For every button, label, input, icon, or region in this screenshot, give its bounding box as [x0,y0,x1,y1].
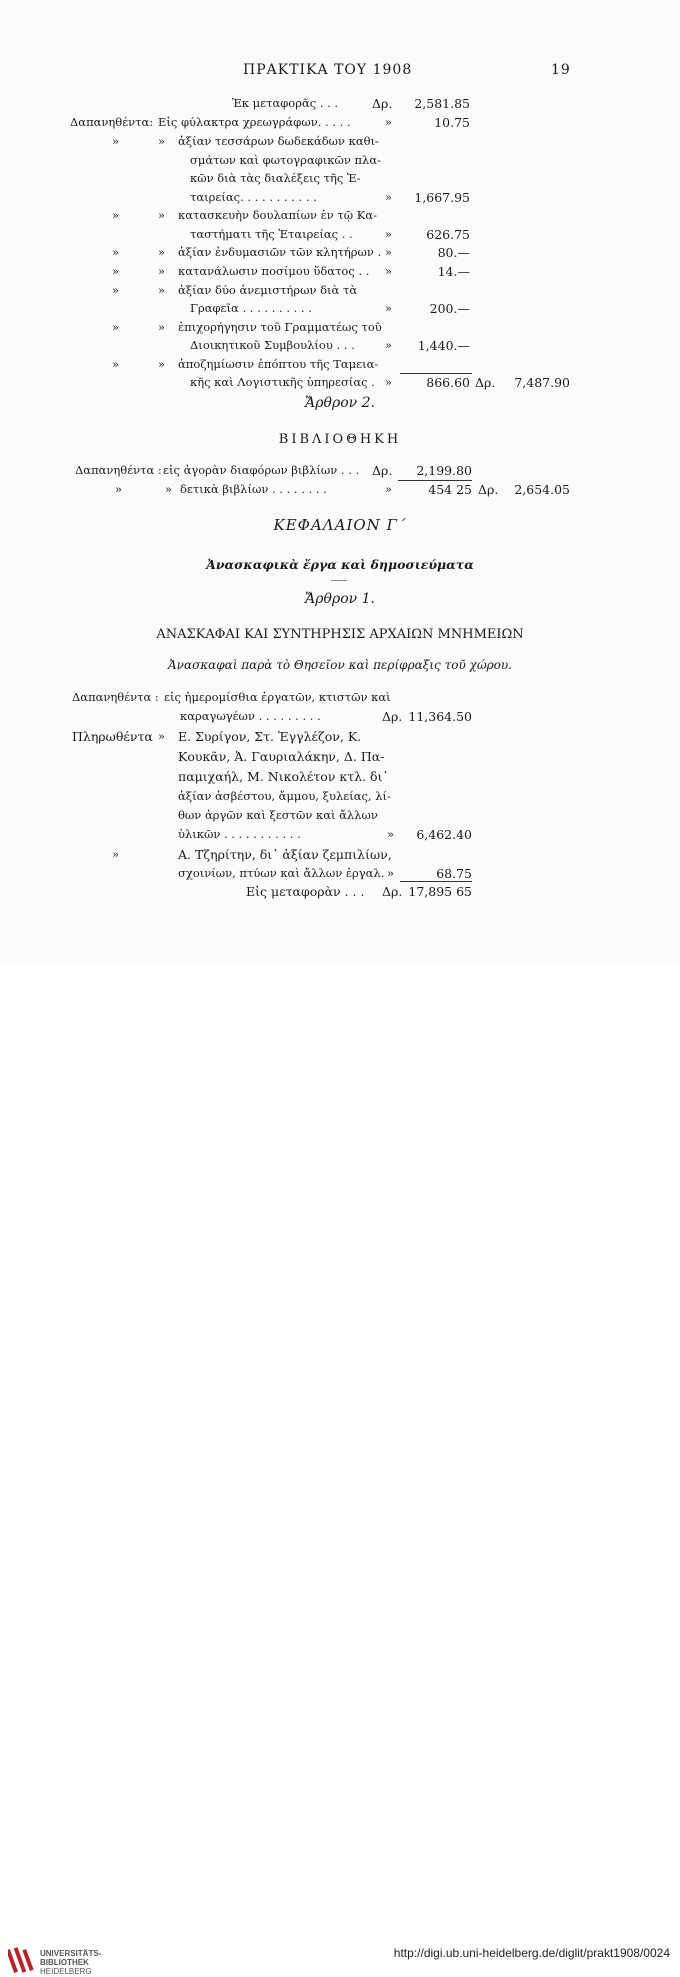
ledger-label: Πληρωθέντα [72,729,153,744]
article-heading: Ἄρθρον 2. [305,395,375,411]
ledger-text: κῆς καὶ Λογιστικῆς ὑπηρεσίας . [190,375,375,389]
carry-in-currency: Δρ. [372,96,393,111]
carry-out-amount: 17,895 65 [408,884,472,899]
ditto-mark: » [385,227,393,241]
section-total: 7,487.90 [514,375,570,390]
ledger-text: σμάτων καὶ φωτογραφικῶν πλα- [190,153,381,167]
ditto-mark: » [158,320,166,334]
library-logo-text [40,1949,101,1976]
ledger-amount: 1,667.95 [414,190,470,205]
ledger-text: κατασκευὴν δουλαπίων ἐν τῷ Κα- [178,208,378,222]
ledger-text: Διοικητικοῦ Συμβουλίου . . . [190,338,355,352]
ditto-mark: » [387,866,395,880]
carry-in-amount: 2,581.85 [414,96,470,111]
ledger-label: Δαπανηθέντα : [75,463,162,477]
ditto-mark: » [112,134,120,148]
ledger-label: Δαπανηθέντα : [72,690,159,704]
ledger-text: Γραφεῖα . . . . . . . . . . [190,301,312,315]
ledger-text: εἰς ἡμερομίσθια ἐργατῶν, κτιστῶν καὶ [164,690,391,704]
section-title: ΑΝΑΣΚΑΦΑΙ ΚΑΙ ΣΥΝΤΗΡΗΣΙΣ ΑΡΧΑΙΩΝ ΜΝΗΜΕΙΩΝ [156,627,524,642]
ledger-text: ὑλικῶν . . . . . . . . . . . [178,827,301,841]
ledger-text: κατανάλωσιν ποσίμου ὕδατος . . [178,264,370,278]
ledger-amount: 80.— [437,245,470,260]
ledger-text: Α. Τζηρίτην, δι᾽ ἀξίαν ζεμπιλίων, [178,847,392,862]
ledger-currency: Δρ. [372,463,393,478]
ledger-amount: 14.— [437,264,470,279]
ledger-text: σχοινίων, πτύων καὶ ἄλλων ἐργαλ. [178,866,385,880]
ledger-text: παμιχαήλ, Μ. Νικολέτον κτλ. δι᾽ [178,769,389,784]
ditto-mark: » [385,375,393,389]
sum-rule [400,881,472,882]
ledger-amount: 1,440.— [417,338,470,353]
ditto-mark: » [115,482,123,496]
ditto-mark: » [387,827,395,841]
ledger-text: κῶν διὰ τὰς διαλέξεις τῆς Ἑ- [190,171,361,185]
ditto-mark: » [385,245,393,259]
ditto-mark: » [158,264,166,278]
ledger-amount: 454 25 [428,482,472,497]
chapter-title: ΚΕΦΑΛΑΙΟΝ Γ΄ [273,516,407,534]
ledger-text: Εἰς φύλακτρα χρεωγράφων. . . . . [158,115,351,129]
ledger-text: ἀξίαν ἐνδυμασιῶν τῶν κλητήρων . [178,245,382,259]
ledger-text: ταιρείας. . . . . . . . . . . [190,190,317,204]
ditto-mark: » [112,208,120,222]
logo-line: HEIDELBERG [40,1967,92,1976]
total-currency: Δρ. [475,375,496,390]
article-heading: Ἄρθρον 1. [305,591,375,607]
ditto-mark: » [158,134,166,148]
section-subtitle: Ἀνασκαφαὶ παρὰ τὸ Θησεῖον καὶ περίφραξις τοῦ χώρου. [168,658,512,672]
ditto-mark: » [385,264,393,278]
ledger-amount: 2,199.80 [416,463,472,478]
logo-line: UNIVERSITÄTS- [40,1949,102,1958]
ditto-mark: » [158,357,166,371]
ledger-amount: 626.75 [426,227,470,242]
ledger-text: θων ἀργῶν καὶ ξεστῶν καὶ ἄλλων [178,808,378,822]
ledger-text: ἀποζημίωσιν ἐπόπτου τῆς Ταμεια- [178,357,379,371]
ditto-mark: » [112,357,120,371]
ditto-mark: » [385,338,393,352]
logo-line: BIBLIOTHEK [40,1958,89,1967]
ditto-mark: » [158,208,166,222]
ledger-amount: 10.75 [434,115,470,130]
ledger-text: ταστήματι τῆς Ἑταιρείας . . [190,227,353,241]
carry-out-label: Εἰς μεταφορὰν . . . [246,884,365,899]
running-head: ΠΡΑΚΤΙΚΑ ΤΟΥ 1908 [243,62,413,78]
ditto-mark: » [112,847,120,861]
footer [0,965,680,1976]
ledger-amount: 6,462.40 [416,827,472,842]
ledger-label: Δαπανηθέντα: [70,115,154,129]
ledger-text: Κουκᾶν, Ἀ. Γαυριαλάκην, Δ. Πα- [178,749,385,764]
ledger-amount: 11,364.50 [408,709,472,724]
ledger-text: δετικὰ βιβλίων . . . . . . . . [180,482,327,496]
ledger-text: ἀξίαν ἀσβέστου, ἄμμου, ξυλείας, λί- [178,789,391,803]
ledger-currency: Δρ. [382,709,403,724]
section-title: ΒΙΒΛΙΟΘΗΚΗ [278,432,402,447]
sum-rule [398,480,472,481]
page-number: 19 [551,62,571,78]
ledger-text: ἀξίαν τεσσάρων δωδεκάδων καθι- [178,134,379,148]
ditto-mark: » [158,283,166,297]
source-url[interactable]: http://digi.ub.uni-heidelberg.de/diglit/prakt1908/0024 [393,1946,670,1960]
ditto-mark: » [112,264,120,278]
section-total: 2,654.05 [514,482,570,497]
total-currency: Δρ. [478,482,499,497]
carry-out-currency: Δρ. [382,884,403,899]
library-logo-icon [8,1945,36,1977]
ditto-mark: » [385,115,393,129]
ditto-mark: » [385,190,393,204]
ledger-text: Ε. Συρίγον, Στ. Ἐγγλέζον, Κ. [178,729,362,744]
ledger-text: καραγωγέων . . . . . . . . . [180,709,321,723]
ditto-mark: » [385,301,393,315]
ditto-mark: » [385,482,393,496]
ditto-mark: » [158,729,166,743]
ledger-amount: 68.75 [436,866,472,881]
sum-rule [400,373,472,374]
carry-in-label: Ἐκ μεταφορᾶς . . . [232,96,339,110]
divider [331,580,347,581]
ditto-mark: » [112,320,120,334]
chapter-subtitle: Ἀνασκαφικὰ ἔργα καὶ δημοσιεύματα [206,557,474,572]
ledger-text: ἐπιχορήγησιν τοῦ Γραμματέως τοῦ [178,320,382,334]
ditto-mark: » [165,482,173,496]
ledger-text: ἀξίαν δύο ἀνεμιστήρων διὰ τὰ [178,283,358,297]
ledger-amount: 200.— [429,301,470,316]
scanned-page [0,0,680,965]
ditto-mark: » [158,245,166,259]
ditto-mark: » [112,283,120,297]
ledger-amount: 866.60 [426,375,470,390]
ledger-text: εἰς ἀγορὰν διαφόρων βιβλίων . . . [163,463,360,477]
ditto-mark: » [112,245,120,259]
